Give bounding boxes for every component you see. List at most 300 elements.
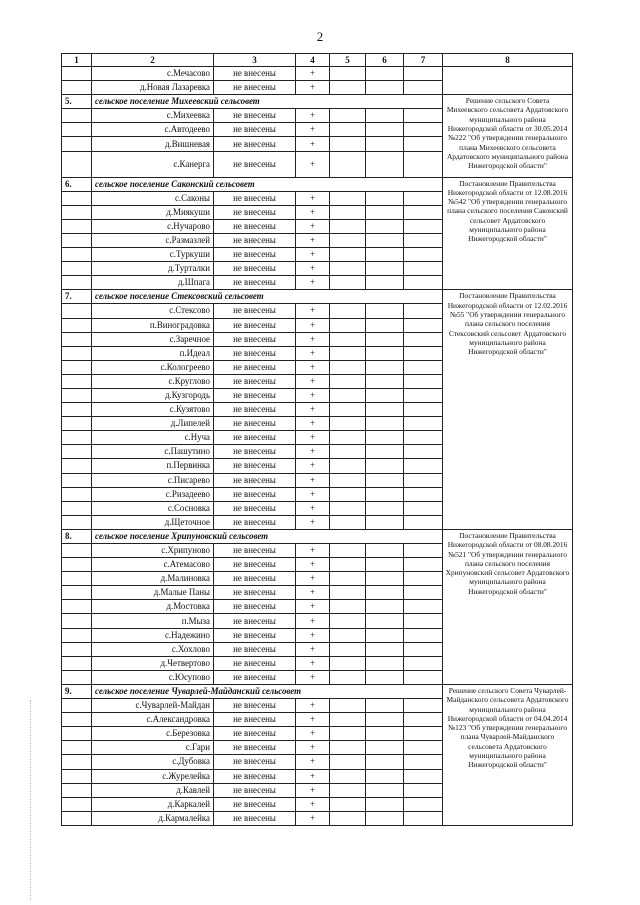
empty-cell bbox=[330, 515, 366, 529]
settlement-name: д.Вишневая bbox=[92, 137, 214, 151]
empty-cell bbox=[404, 727, 443, 741]
status-cell: не внесены bbox=[214, 797, 296, 811]
empty-cell bbox=[366, 727, 404, 741]
empty-cell bbox=[366, 304, 404, 318]
empty-cell bbox=[366, 487, 404, 501]
approval-document bbox=[443, 67, 573, 95]
empty-cell bbox=[330, 741, 366, 755]
settlement-name: с.Хохлово bbox=[92, 642, 214, 656]
empty-cell bbox=[330, 304, 366, 318]
approval-document: Постановление Правительства Нижегородской области от 12.02.2016 №55 "Об утверждении генерального плана сельского поселения Стексовский сельсовет Ардатовского муниципального района Нижегородской области" bbox=[443, 290, 573, 530]
empty-cell bbox=[404, 797, 443, 811]
plus-mark: + bbox=[296, 656, 330, 670]
number-cell bbox=[62, 741, 92, 755]
empty-cell bbox=[330, 205, 366, 219]
status-cell: не внесены bbox=[214, 487, 296, 501]
number-cell bbox=[62, 614, 92, 628]
number-cell bbox=[62, 417, 92, 431]
plus-mark: + bbox=[296, 586, 330, 600]
settlement-name: с.Хрипуново bbox=[92, 544, 214, 558]
settlement-name: с.Кологреево bbox=[92, 360, 214, 374]
empty-cell bbox=[404, 151, 443, 177]
plus-mark: + bbox=[296, 403, 330, 417]
plus-mark: + bbox=[296, 67, 330, 81]
settlement-name: с.Березовка bbox=[92, 727, 214, 741]
empty-cell bbox=[330, 374, 366, 388]
empty-cell bbox=[366, 572, 404, 586]
empty-cell bbox=[366, 81, 404, 95]
empty-cell bbox=[330, 459, 366, 473]
status-cell: не внесены bbox=[214, 727, 296, 741]
plus-mark: + bbox=[296, 318, 330, 332]
status-cell: не внесены bbox=[214, 628, 296, 642]
empty-cell bbox=[330, 346, 366, 360]
settlement-name: д.Шпага bbox=[92, 276, 214, 290]
plus-mark: + bbox=[296, 346, 330, 360]
settlement-name: д.Щеточное bbox=[92, 515, 214, 529]
number-cell bbox=[62, 473, 92, 487]
empty-cell bbox=[366, 614, 404, 628]
number-cell bbox=[62, 642, 92, 656]
empty-cell bbox=[404, 628, 443, 642]
empty-cell bbox=[330, 600, 366, 614]
empty-cell bbox=[366, 403, 404, 417]
scan-mark bbox=[30, 700, 31, 900]
status-cell: не внесены bbox=[214, 318, 296, 332]
number-cell bbox=[62, 783, 92, 797]
empty-cell bbox=[366, 459, 404, 473]
empty-cell bbox=[330, 417, 366, 431]
status-cell: не внесены bbox=[214, 109, 296, 123]
settlement-name: п.Виноградовка bbox=[92, 318, 214, 332]
empty-cell bbox=[404, 600, 443, 614]
status-cell: не внесены bbox=[214, 346, 296, 360]
empty-cell bbox=[366, 670, 404, 684]
number-cell bbox=[62, 151, 92, 177]
settlement-name: с.Михеевка bbox=[92, 109, 214, 123]
number-cell bbox=[62, 318, 92, 332]
status-cell: не внесены bbox=[214, 304, 296, 318]
empty-cell bbox=[366, 67, 404, 81]
column-header: 2 bbox=[92, 54, 214, 67]
plus-mark: + bbox=[296, 769, 330, 783]
status-cell: не внесены bbox=[214, 600, 296, 614]
section-number: 9. bbox=[62, 684, 92, 698]
settlement-name: с.Стексово bbox=[92, 304, 214, 318]
empty-cell bbox=[366, 123, 404, 137]
settlement-name: с.Канерга bbox=[92, 151, 214, 177]
plus-mark: + bbox=[296, 332, 330, 346]
empty-cell bbox=[404, 699, 443, 713]
status-cell: не внесены bbox=[214, 374, 296, 388]
empty-cell bbox=[366, 642, 404, 656]
status-cell: не внесены bbox=[214, 123, 296, 137]
plus-mark: + bbox=[296, 233, 330, 247]
status-cell: не внесены bbox=[214, 459, 296, 473]
empty-cell bbox=[366, 276, 404, 290]
approval-document: Постановление Правительства Нижегородской области от 12.08.2016 №542 "Об утверждении генерального плана сельского поселения Саконский сельсовет Ардатовского муниципального района Нижегородской области" bbox=[443, 177, 573, 290]
plus-mark: + bbox=[296, 360, 330, 374]
header-row bbox=[62, 54, 573, 67]
number-cell bbox=[62, 219, 92, 233]
empty-cell bbox=[330, 642, 366, 656]
settlement-name: д.Малиновка bbox=[92, 572, 214, 586]
settlement-name: д.Кузгородь bbox=[92, 388, 214, 402]
plus-mark: + bbox=[296, 558, 330, 572]
plus-mark: + bbox=[296, 374, 330, 388]
settlement-name: д.Четвертово bbox=[92, 656, 214, 670]
empty-cell bbox=[404, 656, 443, 670]
empty-cell bbox=[366, 262, 404, 276]
settlement-name: с.Дубовка bbox=[92, 755, 214, 769]
empty-cell bbox=[330, 219, 366, 233]
section-number: 7. bbox=[62, 290, 92, 304]
empty-cell bbox=[330, 628, 366, 642]
empty-cell bbox=[366, 783, 404, 797]
status-cell: не внесены bbox=[214, 755, 296, 769]
empty-cell bbox=[366, 318, 404, 332]
plus-mark: + bbox=[296, 109, 330, 123]
status-cell: не внесены bbox=[214, 811, 296, 825]
plus-mark: + bbox=[296, 741, 330, 755]
empty-cell bbox=[404, 473, 443, 487]
status-cell: не внесены bbox=[214, 642, 296, 656]
empty-cell bbox=[404, 191, 443, 205]
empty-cell bbox=[366, 205, 404, 219]
empty-cell bbox=[366, 713, 404, 727]
number-cell bbox=[62, 586, 92, 600]
empty-cell bbox=[366, 755, 404, 769]
empty-cell bbox=[404, 388, 443, 402]
empty-cell bbox=[366, 360, 404, 374]
empty-cell bbox=[330, 487, 366, 501]
number-cell bbox=[62, 572, 92, 586]
empty-cell bbox=[404, 572, 443, 586]
settlement-name: с.Гари bbox=[92, 741, 214, 755]
plus-mark: + bbox=[296, 388, 330, 402]
number-cell bbox=[62, 360, 92, 374]
status-cell: не внесены bbox=[214, 769, 296, 783]
status-cell: не внесены bbox=[214, 741, 296, 755]
plus-mark: + bbox=[296, 137, 330, 151]
empty-cell bbox=[404, 123, 443, 137]
number-cell bbox=[62, 544, 92, 558]
empty-cell bbox=[404, 374, 443, 388]
empty-cell bbox=[330, 656, 366, 670]
settlement-name: с.Мечасово bbox=[92, 67, 214, 81]
settlement-name: с.Журелейка bbox=[92, 769, 214, 783]
column-header: 5 bbox=[330, 54, 366, 67]
status-cell: не внесены bbox=[214, 276, 296, 290]
approval-document: Решение сельского Совета Михеевского сельсовета Ардатовского муниципального района Нижегородской области от 30.05.2014 №222 "Об утверждении генерального плана Михеевского сельсовета Ардатовского муниципального района Нижегородской области" bbox=[443, 95, 573, 177]
number-cell bbox=[62, 81, 92, 95]
empty-cell bbox=[404, 81, 443, 95]
number-cell bbox=[62, 374, 92, 388]
plus-mark: + bbox=[296, 515, 330, 529]
empty-cell bbox=[404, 233, 443, 247]
settlement-name: д.Новая Лазаревка bbox=[92, 81, 214, 95]
number-cell bbox=[62, 501, 92, 515]
plus-mark: + bbox=[296, 642, 330, 656]
number-cell bbox=[62, 769, 92, 783]
section-number: 6. bbox=[62, 177, 92, 191]
number-cell bbox=[62, 137, 92, 151]
number-cell bbox=[62, 109, 92, 123]
empty-cell bbox=[330, 544, 366, 558]
empty-cell bbox=[404, 403, 443, 417]
page-number: 2 bbox=[316, 29, 324, 44]
settlement-name: д.Малые Паны bbox=[92, 586, 214, 600]
empty-cell bbox=[366, 501, 404, 515]
empty-cell bbox=[404, 713, 443, 727]
settlement-name: с.Сосновка bbox=[92, 501, 214, 515]
empty-cell bbox=[366, 544, 404, 558]
empty-cell bbox=[366, 445, 404, 459]
status-cell: не внесены bbox=[214, 699, 296, 713]
number-cell bbox=[62, 191, 92, 205]
empty-cell bbox=[404, 755, 443, 769]
approval-document: Решение сельского Совета Чуварлей-Майданского сельсовета Ардатовского муниципального района Нижегородской области от 04.04.2014 №123 "Об утверждении генерального плана Чуварлей-Майданского сельсовета Ардатовского муниципального района Нижегородской области" bbox=[443, 684, 573, 825]
empty-cell bbox=[404, 137, 443, 151]
section-number: 8. bbox=[62, 529, 92, 543]
empty-cell bbox=[404, 670, 443, 684]
empty-cell bbox=[330, 123, 366, 137]
column-header: 3 bbox=[214, 54, 296, 67]
settlement-name: с.Автодеево bbox=[92, 123, 214, 137]
number-cell bbox=[62, 67, 92, 81]
empty-cell bbox=[404, 459, 443, 473]
number-cell bbox=[62, 304, 92, 318]
empty-cell bbox=[330, 670, 366, 684]
empty-cell bbox=[330, 797, 366, 811]
empty-cell bbox=[330, 445, 366, 459]
number-cell bbox=[62, 388, 92, 402]
empty-cell bbox=[330, 769, 366, 783]
empty-cell bbox=[404, 515, 443, 529]
empty-cell bbox=[366, 586, 404, 600]
empty-cell bbox=[404, 248, 443, 262]
empty-cell bbox=[330, 586, 366, 600]
status-cell: не внесены bbox=[214, 248, 296, 262]
column-header: 8 bbox=[443, 54, 573, 67]
empty-cell bbox=[330, 67, 366, 81]
status-cell: не внесены bbox=[214, 656, 296, 670]
number-cell bbox=[62, 600, 92, 614]
number-cell bbox=[62, 332, 92, 346]
plus-mark: + bbox=[296, 219, 330, 233]
settlement-name: п.Мыза bbox=[92, 614, 214, 628]
status-cell: не внесены bbox=[214, 783, 296, 797]
empty-cell bbox=[404, 262, 443, 276]
plus-mark: + bbox=[296, 614, 330, 628]
empty-cell bbox=[330, 403, 366, 417]
status-cell: не внесены bbox=[214, 360, 296, 374]
status-cell: не внесены bbox=[214, 332, 296, 346]
empty-cell bbox=[366, 699, 404, 713]
plus-mark: + bbox=[296, 445, 330, 459]
plus-mark: + bbox=[296, 276, 330, 290]
plus-mark: + bbox=[296, 783, 330, 797]
settlement-name: с.Заречное bbox=[92, 332, 214, 346]
number-cell bbox=[62, 346, 92, 360]
plus-mark: + bbox=[296, 487, 330, 501]
status-cell: не внесены bbox=[214, 137, 296, 151]
section-row bbox=[62, 684, 573, 698]
empty-cell bbox=[404, 614, 443, 628]
settlement-name: с.Юсупово bbox=[92, 670, 214, 684]
status-cell: не внесены bbox=[214, 473, 296, 487]
empty-cell bbox=[366, 374, 404, 388]
empty-cell bbox=[330, 318, 366, 332]
empty-cell bbox=[366, 388, 404, 402]
empty-cell bbox=[366, 233, 404, 247]
status-cell: не внесены bbox=[214, 614, 296, 628]
status-cell: не внесены bbox=[214, 544, 296, 558]
number-cell bbox=[62, 205, 92, 219]
empty-cell bbox=[330, 558, 366, 572]
status-cell: не внесены bbox=[214, 233, 296, 247]
empty-cell bbox=[330, 109, 366, 123]
empty-cell bbox=[330, 755, 366, 769]
approval-document: Постановление Правительства Нижегородской области от 08.08.2016 №521 "Об утверждении генерального плана сельского поселения Хрипуновский сельсовет Ардатовского муниципального района Нижегородской области" bbox=[443, 529, 573, 684]
empty-cell bbox=[404, 544, 443, 558]
number-cell bbox=[62, 262, 92, 276]
empty-cell bbox=[330, 151, 366, 177]
empty-cell bbox=[404, 67, 443, 81]
empty-cell bbox=[366, 558, 404, 572]
empty-cell bbox=[366, 219, 404, 233]
plus-mark: + bbox=[296, 544, 330, 558]
number-cell bbox=[62, 445, 92, 459]
number-cell bbox=[62, 403, 92, 417]
settlement-name: д.Каркалей bbox=[92, 797, 214, 811]
empty-cell bbox=[404, 276, 443, 290]
section-title: сельское поселение Чуварлей-Майданский сельсовет bbox=[92, 684, 443, 698]
status-cell: не внесены bbox=[214, 501, 296, 515]
empty-cell bbox=[404, 487, 443, 501]
empty-cell bbox=[404, 586, 443, 600]
settlement-name: д.Мостовка bbox=[92, 600, 214, 614]
empty-cell bbox=[330, 233, 366, 247]
status-cell: не внесены bbox=[214, 431, 296, 445]
empty-cell bbox=[330, 713, 366, 727]
status-cell: не внесены bbox=[214, 558, 296, 572]
column-header: 4 bbox=[296, 54, 330, 67]
plus-mark: + bbox=[296, 248, 330, 262]
empty-cell bbox=[404, 219, 443, 233]
number-cell bbox=[62, 515, 92, 529]
plus-mark: + bbox=[296, 600, 330, 614]
empty-cell bbox=[330, 332, 366, 346]
empty-cell bbox=[330, 137, 366, 151]
status-cell: не внесены bbox=[214, 572, 296, 586]
empty-cell bbox=[330, 248, 366, 262]
number-cell bbox=[62, 459, 92, 473]
status-cell: не внесены bbox=[214, 403, 296, 417]
plus-mark: + bbox=[296, 713, 330, 727]
settlement-name: д.Кармалейка bbox=[92, 811, 214, 825]
empty-cell bbox=[366, 656, 404, 670]
empty-cell bbox=[330, 191, 366, 205]
plus-mark: + bbox=[296, 262, 330, 276]
plus-mark: + bbox=[296, 123, 330, 137]
empty-cell bbox=[404, 741, 443, 755]
settlements-table bbox=[61, 53, 573, 826]
number-cell bbox=[62, 276, 92, 290]
section-title: сельское поселение Саконский сельсовет bbox=[92, 177, 443, 191]
number-cell bbox=[62, 797, 92, 811]
plus-mark: + bbox=[296, 81, 330, 95]
empty-cell bbox=[330, 81, 366, 95]
empty-cell bbox=[366, 515, 404, 529]
empty-cell bbox=[330, 783, 366, 797]
number-cell bbox=[62, 487, 92, 501]
empty-cell bbox=[366, 346, 404, 360]
empty-cell bbox=[366, 769, 404, 783]
empty-cell bbox=[330, 262, 366, 276]
status-cell: не внесены bbox=[214, 586, 296, 600]
plus-mark: + bbox=[296, 797, 330, 811]
empty-cell bbox=[366, 473, 404, 487]
plus-mark: + bbox=[296, 572, 330, 586]
settlement-name: с.Размазлей bbox=[92, 233, 214, 247]
plus-mark: + bbox=[296, 151, 330, 177]
number-cell bbox=[62, 811, 92, 825]
empty-cell bbox=[404, 769, 443, 783]
plus-mark: + bbox=[296, 755, 330, 769]
settlement-name: с.Нучарово bbox=[92, 219, 214, 233]
empty-cell bbox=[404, 431, 443, 445]
plus-mark: + bbox=[296, 431, 330, 445]
settlement-name: с.Пашутино bbox=[92, 445, 214, 459]
empty-cell bbox=[366, 417, 404, 431]
empty-cell bbox=[330, 276, 366, 290]
plus-mark: + bbox=[296, 473, 330, 487]
plus-mark: + bbox=[296, 459, 330, 473]
settlement-name: д.Миякуши bbox=[92, 205, 214, 219]
settlement-name: с.Писарево bbox=[92, 473, 214, 487]
number-cell bbox=[62, 656, 92, 670]
empty-cell bbox=[330, 811, 366, 825]
number-cell bbox=[62, 431, 92, 445]
plus-mark: + bbox=[296, 417, 330, 431]
empty-cell bbox=[366, 248, 404, 262]
number-cell bbox=[62, 670, 92, 684]
empty-cell bbox=[404, 558, 443, 572]
settlement-name: с.Надежино bbox=[92, 628, 214, 642]
number-cell bbox=[62, 123, 92, 137]
empty-cell bbox=[366, 191, 404, 205]
empty-cell bbox=[366, 332, 404, 346]
empty-cell bbox=[404, 445, 443, 459]
status-cell: не внесены bbox=[214, 205, 296, 219]
number-cell bbox=[62, 699, 92, 713]
plus-mark: + bbox=[296, 501, 330, 515]
settlement-name: д.Липелей bbox=[92, 417, 214, 431]
status-cell: не внесены bbox=[214, 713, 296, 727]
empty-cell bbox=[366, 431, 404, 445]
plus-mark: + bbox=[296, 727, 330, 741]
empty-cell bbox=[366, 151, 404, 177]
empty-cell bbox=[404, 318, 443, 332]
number-cell bbox=[62, 558, 92, 572]
empty-cell bbox=[366, 811, 404, 825]
empty-cell bbox=[366, 628, 404, 642]
section-number: 5. bbox=[62, 95, 92, 109]
status-cell: не внесены bbox=[214, 151, 296, 177]
number-cell bbox=[62, 755, 92, 769]
plus-mark: + bbox=[296, 628, 330, 642]
